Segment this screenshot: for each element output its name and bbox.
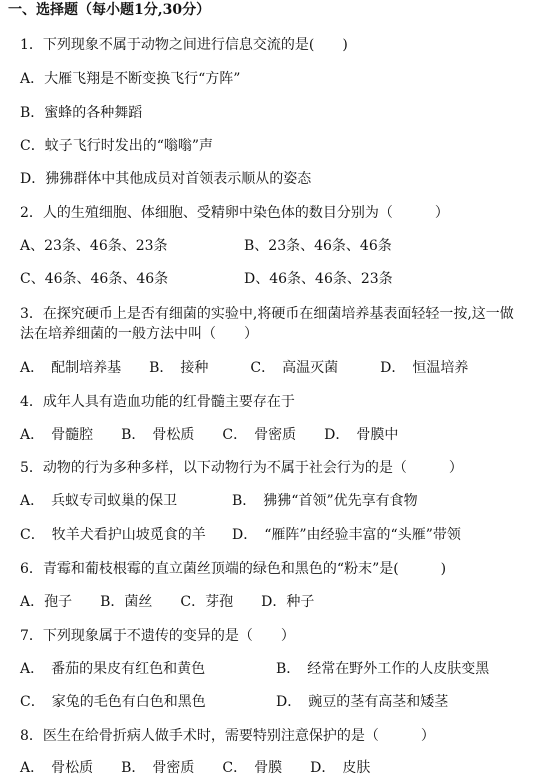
question-8-stem: 8．医生在给骨折病人做手术时，需要特别注意保护的是（ ） [20, 728, 435, 744]
question-4-options: A． 骨髓腔 B． 骨松质 C． 骨密质 D． 骨膜中 [20, 427, 399, 443]
question-1-option-d: D．狒狒群体中其他成员对首领表示顺从的姿态 [20, 171, 312, 187]
question-2-option-a: A、23条、46条、23条 [20, 238, 168, 254]
question-5-option-a: A． 兵蚁专司蚁巢的保卫 [20, 493, 178, 509]
question-5-stem: 5．动物的行为多种多样，以下动物行为不属于社会行为的是（ ） [20, 460, 463, 476]
question-1-option-a: A．大雁飞翔是不断变换飞行“方阵” [20, 71, 241, 87]
question-5-option-b: B． 狒狒“首领”优先享有食物 [232, 493, 418, 509]
question-3-stem-line-1: 3．在探究硬币上是否有细菌的实验中,将硬币在细菌培养基表面轻轻一按,这一做 [20, 306, 514, 322]
question-5-option-d: D． “雁阵”由经验丰富的“头雁”带领 [232, 527, 461, 543]
question-7-option-c: C． 家兔的毛色有白色和黑色 [20, 694, 206, 710]
question-7-option-b: B． 经常在野外工作的人皮肤变黑 [276, 661, 490, 677]
question-2-option-b: B、23条、46条、46条 [244, 238, 392, 254]
question-2-option-d: D、46条、46条、23条 [244, 271, 393, 287]
question-1-stem: 1．下列现象不属于动物之间进行信息交流的是( ) [20, 37, 348, 53]
question-1-option-c: C．蚊子飞行时发出的“嗡嗡”声 [20, 138, 214, 154]
question-2-stem: 2．人的生殖细胞、体细胞、受精卵中染色体的数目分别为（ ） [20, 205, 449, 221]
question-3-stem-line-2: 法在培养细菌的一般方法中叫（ ） [20, 326, 258, 342]
question-5-option-c: C． 牧羊犬看护山坡觅食的羊 [20, 527, 206, 543]
question-7-stem: 7．下列现象属于不遗传的变异的是（ ） [20, 628, 295, 644]
question-6-stem: 6．青霉和葡枝根霉的直立菌丝顶端的绿色和黑色的“粉末”是( ) [20, 561, 447, 577]
question-4-stem: 4．成年人具有造血功能的红骨髓主要存在于 [20, 394, 295, 410]
question-2-option-c: C、46条、46条、46条 [20, 271, 169, 287]
question-8-options: A． 骨松质 B． 骨密质 C． 骨膜 D． 皮肤 [20, 760, 371, 776]
question-7-option-d: D． 豌豆的茎有高茎和矮茎 [276, 694, 449, 710]
section-title: 一、选择题（每小题1分,30分） [8, 2, 211, 18]
question-3-options: A． 配制培养基 B． 接种 C． 高温灭菌 D． 恒温培养 [20, 360, 469, 376]
question-6-options: A．孢子 B．菌丝 C．芽孢 D．种子 [20, 594, 315, 610]
question-7-option-a: A． 番茄的果皮有红色和黄色 [20, 661, 206, 677]
question-1-option-b: B．蜜蜂的各种舞蹈 [20, 105, 143, 121]
